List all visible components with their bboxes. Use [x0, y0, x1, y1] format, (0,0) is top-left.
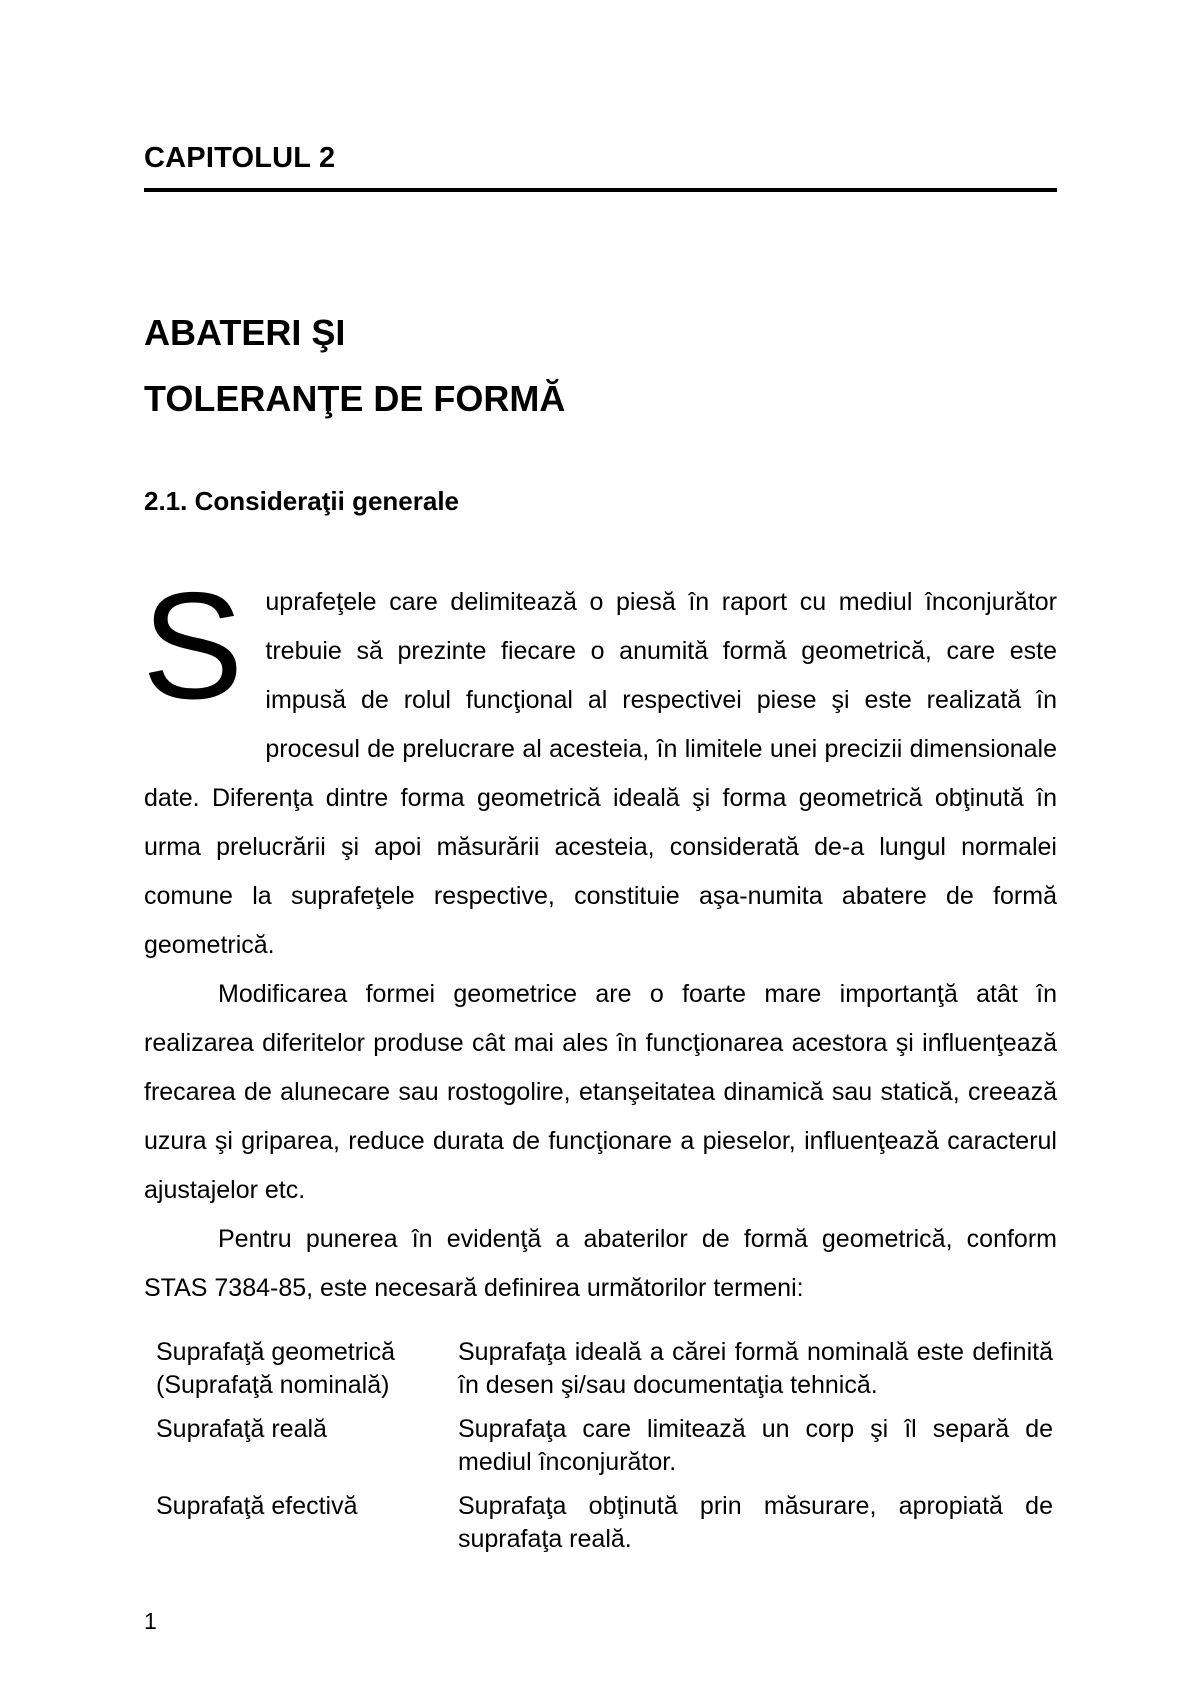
- body-text: [142, 561, 1057, 1313]
- paragraph-2: Modificarea formei geometrice are o foarte mare importanţă atât în realizarea diferitelor produse cât mai ales în funcţionarea acestora şi influenţează frecarea de alunecare sau rostogolire, etanşeitatea dinamică sau statică, creează uzura şi griparea, reduce durata de funcţionare a pieselor, influenţează caracterul ajustajelor etc.: [144, 980, 1057, 1204]
- chapter-title: [144, 300, 565, 432]
- chapter-label: CAPITOLUL 2: [144, 142, 336, 174]
- drop-cap: S: [142, 561, 244, 731]
- term-label: Suprafaţă geometrică: [156, 1338, 396, 1366]
- terms-row: [144, 1413, 1057, 1490]
- chapter-title-line-1: ABATERI ŞI: [144, 312, 346, 353]
- terms-table: [144, 1336, 1057, 1567]
- term-label-alt: (Suprafaţă nominală): [156, 1371, 390, 1399]
- terms-row: [144, 1490, 1057, 1567]
- term-cell: [144, 1336, 458, 1413]
- page-number: 1: [144, 1608, 157, 1634]
- term-definition: Suprafaţa ideală a cărei formă nominală este definită în desen şi/sau documentaţia tehnică.: [458, 1338, 1053, 1399]
- paragraph-1: uprafeţele care delimitează o piesă în raport cu mediul înconjurător trebuie să prezinte fiecare o anumită formă geometrică, care este impusă de rolul funcţional al respectivei piese şi este realizată în procesul de prelucrare al acesteia, în limitele unei precizii dimensionale date. Diferenţa dintre forma geometrică ideală şi forma geometrică obţinută în urma prelucrării şi apoi măsurării acesteia, considerată de-a lungul normalei comune la suprafeţele respective, constituie aşa-numita abatere de formă geometrică.: [144, 588, 1057, 959]
- section-heading: 2.1. Consideraţii generale: [144, 486, 460, 516]
- term-cell: [144, 1490, 458, 1567]
- term-definition: Suprafaţa obţinută prin măsurare, apropiată de suprafaţa reală.: [458, 1492, 1053, 1553]
- paragraph-3: Pentru punerea în evidenţă a abaterilor de formă geometrică, conform STAS 7384-85, este necesară definirea următorilor termeni:: [144, 1225, 1057, 1302]
- chapter-title-line-2: TOLERANŢE DE FORMĂ: [144, 378, 566, 419]
- terms-row: [144, 1336, 1057, 1413]
- term-definition: Suprafaţa care limitează un corp şi îl separă de mediul înconjurător.: [458, 1415, 1053, 1476]
- term-label: Suprafaţă efectivă: [156, 1492, 358, 1520]
- chapter-rule: [144, 188, 1057, 192]
- term-cell: [144, 1413, 458, 1490]
- term-label: Suprafaţă reală: [156, 1415, 327, 1443]
